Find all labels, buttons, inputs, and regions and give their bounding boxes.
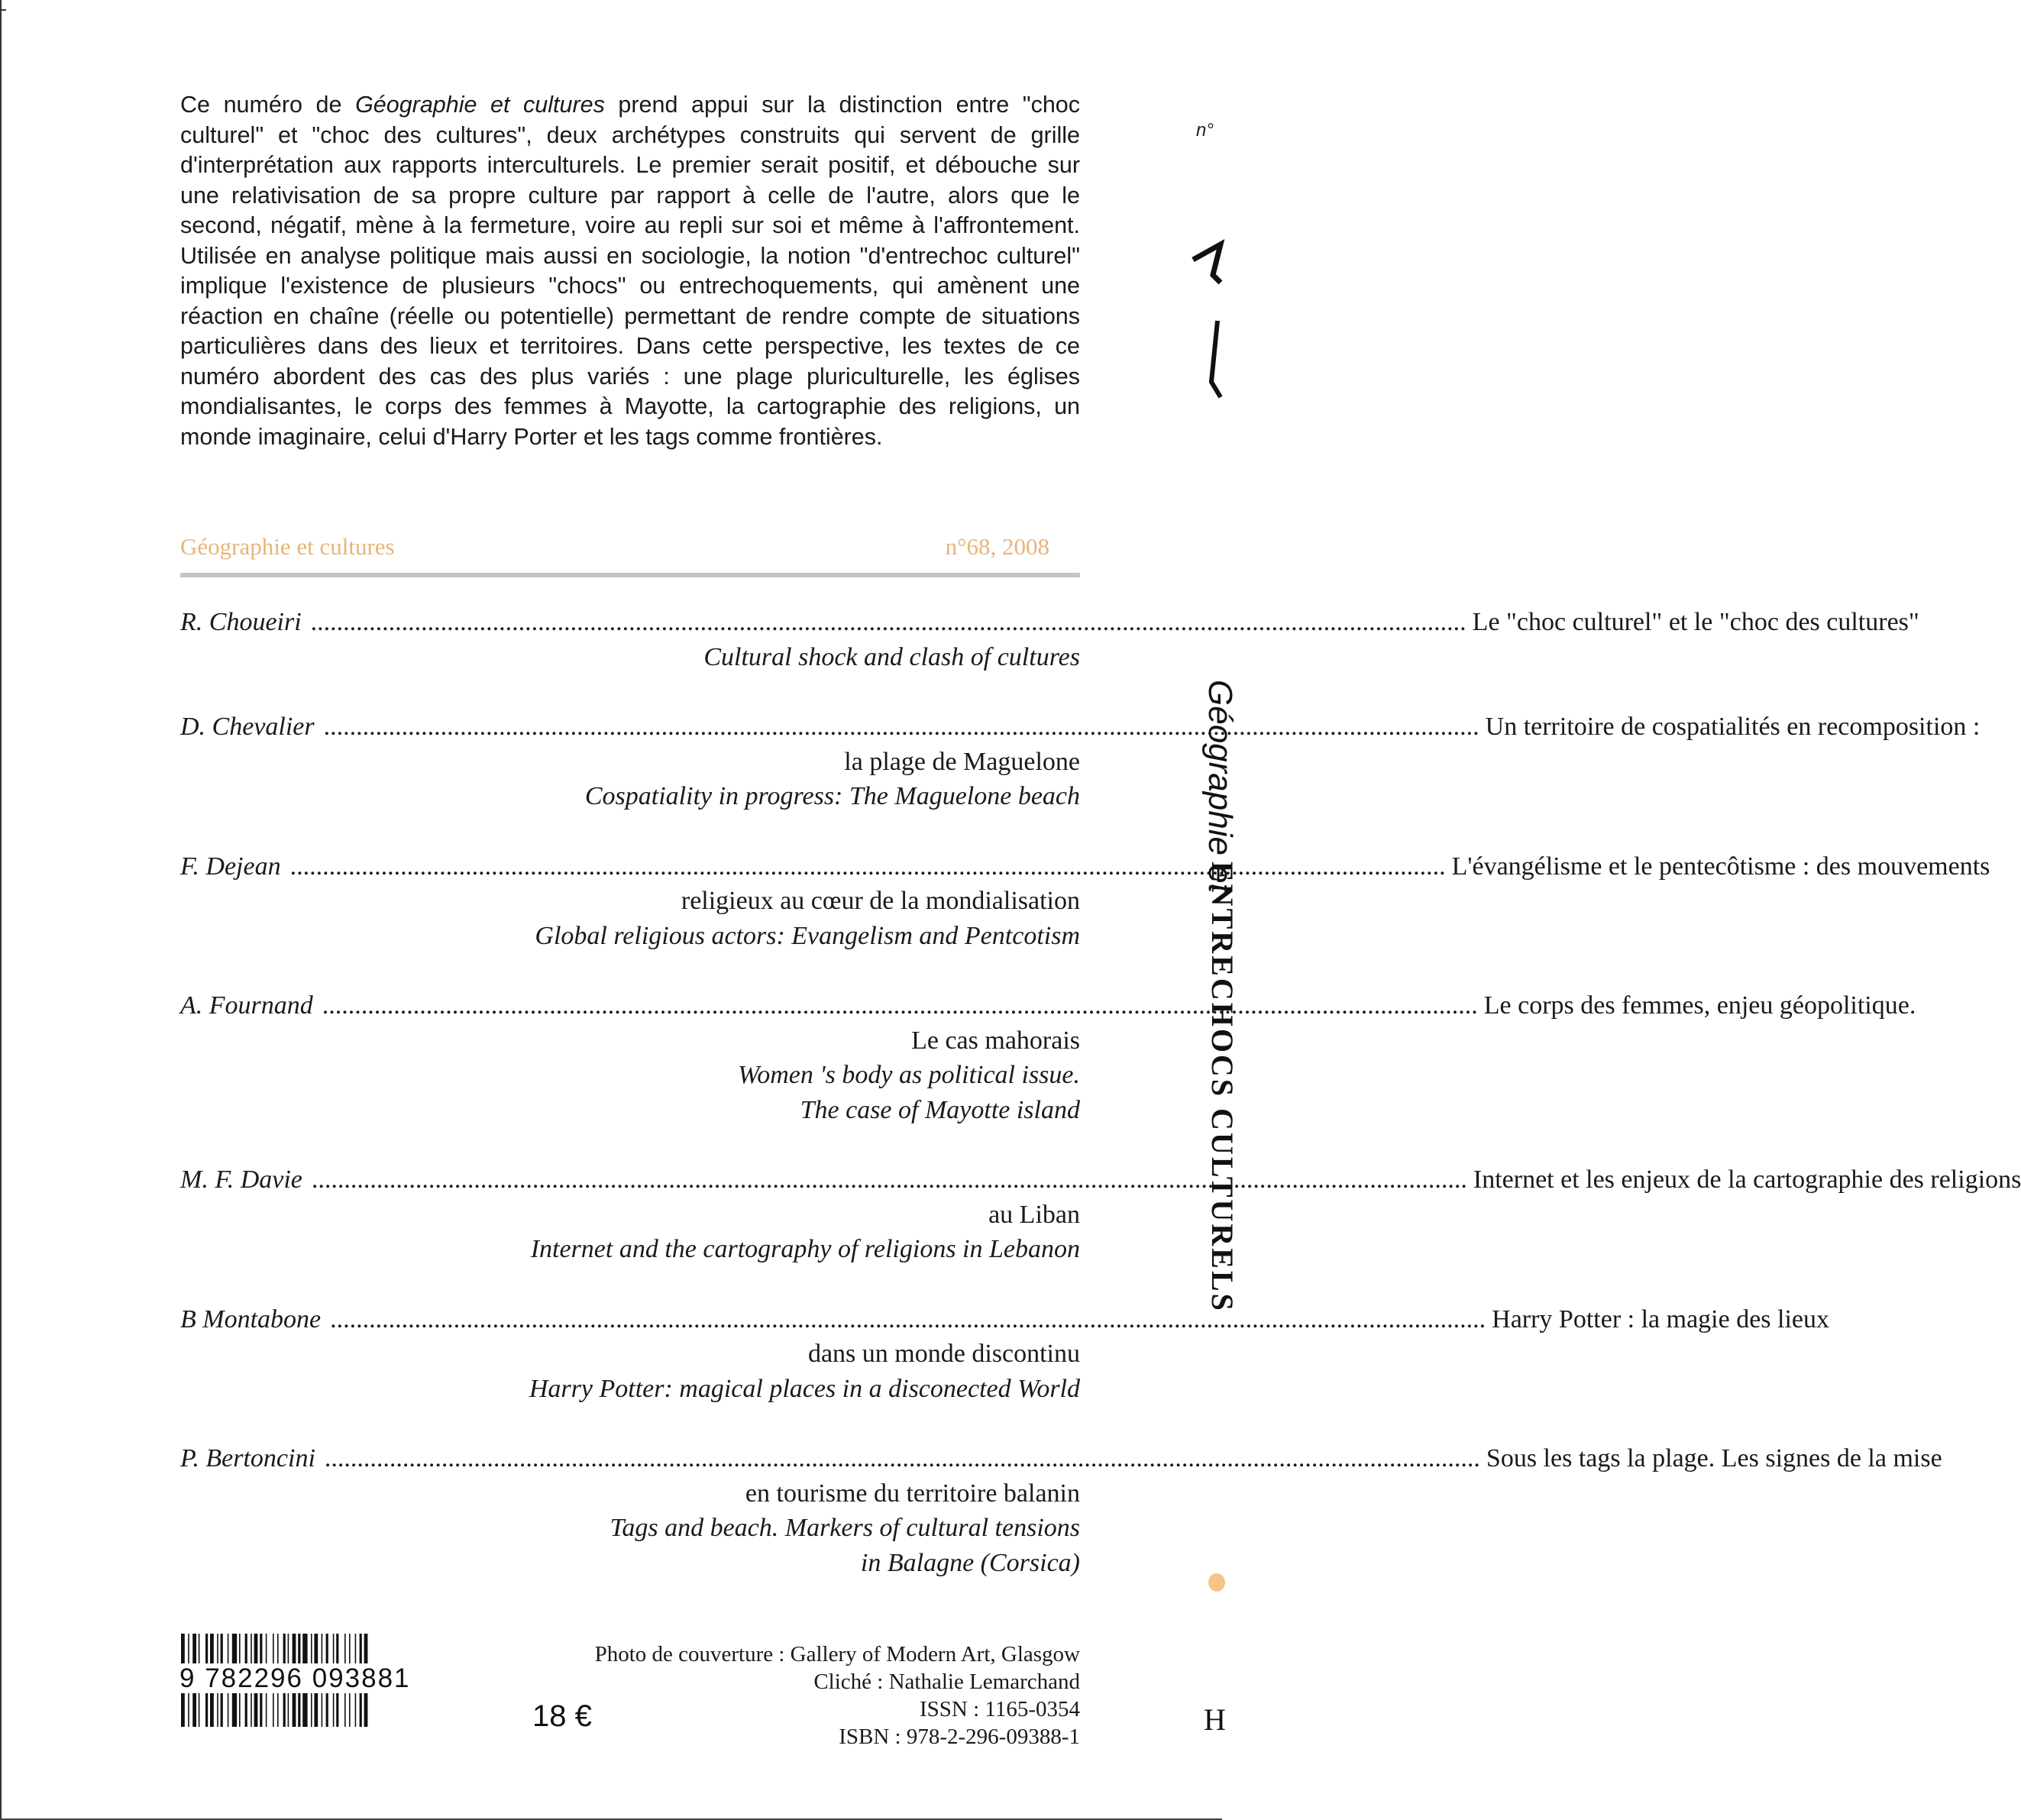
dot-leader xyxy=(324,710,1479,745)
summary-body: prend appui sur la distinction entre "choc culturel" et "choc des cultures", deux archétypes construits qui servent de grille d'interprétation aux rapports interculturels. Le premier serait positif, et débouche sur une relativisation de sa propre culture par rapport à celle de l'autre, alors que le second, négatif, mène à la fermeture, voire au repli sur soi et même à l'affrontement. Utilisée en analyse politique mais aussi en sociologie, la notion "d'entrechoc culturel" implique l'existence de plusieurs "chocs" ou entrechoquements, qui amènent une réaction en chaîne (réelle ou potentielle) permettant de rendre compte de situations particulières dans des lieux et territoires. Dans cette perspective, les textes de ce numéro abordent des cas des plus variés : une plage pluriculturelle, les églises mondialisantes, le corps des femmes à Mayotte, la cartographie des religions, un monde imaginaire, celui d'Harry Porter et les tags comme frontières. xyxy=(180,92,1081,450)
toc-author: R. Choueiri xyxy=(180,608,302,636)
dot-leader xyxy=(312,1162,1467,1198)
toc-title-line: Le "choc culturel" et le "choc des cultures" xyxy=(1472,608,1919,636)
toc-author: P. Bertoncini xyxy=(180,1444,315,1472)
summary-lead: Ce numéro de xyxy=(180,92,356,118)
dot-leader xyxy=(311,605,1466,640)
toc-entry xyxy=(180,1162,2021,1267)
toc-english-title-line: Tags and beach. Markers of cultural tensions xyxy=(610,1514,1080,1542)
spine-number-label: n° xyxy=(1196,120,1214,141)
toc-english-title-line: Harry Potter: magical places in a disconected World xyxy=(529,1374,1080,1403)
toc-title-line: au Liban xyxy=(988,1200,1080,1229)
toc-entry-first-row xyxy=(180,605,1919,640)
toc-english-title-line: The case of Mayotte island xyxy=(800,1095,1080,1124)
toc-entry xyxy=(180,1441,1942,1580)
book-spine xyxy=(1190,0,1240,1820)
toc-title-line: Le cas mahorais xyxy=(911,1026,1080,1055)
spine-logo-dot xyxy=(1208,1573,1225,1592)
toc-entry-first-row xyxy=(180,849,1990,884)
dot-leader xyxy=(322,988,1478,1023)
toc-english-title-line: Cospatiality in progress: The Maguelone beach xyxy=(584,782,1080,810)
toc-entry-first-row xyxy=(180,988,1916,1023)
toc-entry xyxy=(180,988,1916,1127)
toc-title-line: dans un monde discontinu xyxy=(807,1340,1080,1368)
toc-entry-first-row xyxy=(180,1441,1942,1476)
toc-author: F. Dejean xyxy=(180,852,281,881)
barcode-digits-text: 9 782296 093881 xyxy=(179,1663,411,1693)
toc-title-line: Sous les tags la plage. Les signes de la mise xyxy=(1486,1444,1942,1472)
toc-english-title-line: Women 's body as political issue. xyxy=(738,1061,1080,1089)
photographer-credit: Cliché : Nathalie Lemarchand xyxy=(813,1670,1080,1694)
toc-title-line: Harry Potter : la magie des lieux xyxy=(1492,1304,1830,1333)
toc-title-line: L'évangélisme et le pentecôtisme : des mouvements xyxy=(1451,852,1990,881)
journal-title: Géographie et cultures xyxy=(180,533,395,560)
toc-entry-first-row xyxy=(180,1302,1830,1337)
toc-author: M. F. Davie xyxy=(180,1165,302,1194)
credits-block xyxy=(535,1641,1080,1750)
toc-author: A. Fournand xyxy=(180,991,313,1020)
dot-leader xyxy=(325,1441,1480,1476)
back-cover-summary xyxy=(180,90,1080,452)
header-divider xyxy=(180,573,1080,577)
toc-author: D. Chevalier xyxy=(180,713,315,741)
toc-english-title-line: in Balagne (Corsica) xyxy=(860,1548,1080,1577)
price-label: 18 € xyxy=(532,1699,592,1733)
barcode-number xyxy=(178,1663,412,1694)
toc-entry xyxy=(180,605,1919,674)
spine-publisher-initial: H xyxy=(1204,1702,1226,1737)
cover-photo-credit: Photo de couverture : Gallery of Modern Art, Glasgow xyxy=(594,1642,1080,1666)
toc-title-line: Le corps des femmes, enjeu géopolitique. xyxy=(1483,991,1916,1020)
toc-author: B Montabone xyxy=(180,1304,322,1333)
spine-logo-stroke xyxy=(1190,229,1222,412)
issue-number: n°68, 2008 xyxy=(945,533,1049,560)
toc-entry-first-row xyxy=(180,710,1981,745)
toc-english-title-line: Internet and the cartography of religions in Lebanon xyxy=(530,1235,1080,1263)
crop-mark xyxy=(0,9,6,11)
toc-english-title-line: Global religious actors: Evangelism and Pentcotism xyxy=(535,921,1080,950)
dot-leader xyxy=(290,849,1446,884)
toc-title-line: Un territoire de cospatialités en recomposition : xyxy=(1485,713,1981,741)
spine-journal-title: Géographie et xyxy=(1201,680,1239,893)
toc-title-line: Internet et les enjeux de la cartographie des religions xyxy=(1473,1165,2021,1194)
toc-title-line: la plage de Maguelone xyxy=(844,747,1080,776)
issn-label: ISSN : 1165-0354 xyxy=(920,1697,1080,1721)
toc-title-line: religieux au cœur de la mondialisation xyxy=(681,887,1080,915)
spine-theme-title: ENTRECHOCS CULTURELS xyxy=(1205,862,1240,1313)
toc-entry-first-row xyxy=(180,1162,2021,1198)
toc-english-title-line: Cultural shock and clash of cultures xyxy=(703,642,1080,671)
dot-leader xyxy=(330,1302,1486,1337)
toc-entry xyxy=(180,1302,1830,1407)
journal-header xyxy=(180,533,1080,564)
isbn-label: ISBN : 978-2-296-09388-1 xyxy=(839,1725,1080,1749)
toc-entry xyxy=(180,849,1990,954)
page-left-edge xyxy=(0,0,2,1820)
toc-title-line: en tourisme du territoire balanin xyxy=(745,1479,1080,1508)
toc-entry xyxy=(180,710,1981,814)
journal-title-inline: Géographie et cultures xyxy=(355,92,605,118)
